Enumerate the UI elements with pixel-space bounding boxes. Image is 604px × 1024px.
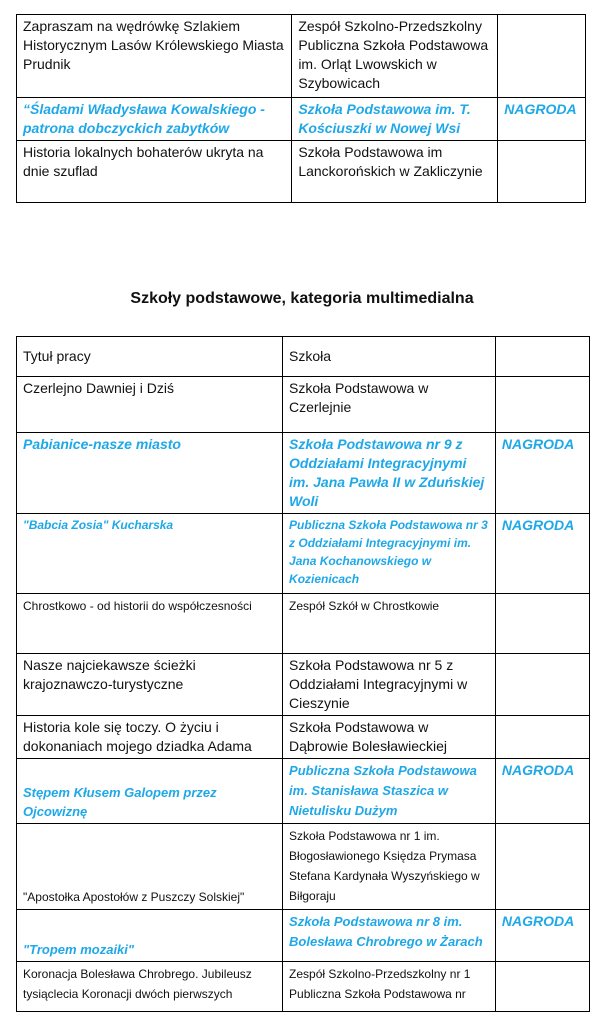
work-title: "Babcia Zosia" Kucharska	[17, 514, 283, 594]
award-cell	[495, 377, 589, 433]
award-badge: NAGRODA	[495, 910, 589, 962]
table-row	[17, 824, 590, 910]
work-title: "Tropem mozaiki"	[17, 910, 283, 962]
award-cell	[495, 824, 589, 910]
work-title: Zapraszam na wędrówkę Szlakiem Historycznym Lasów Królewskiego Miasta Prudnik	[17, 15, 292, 98]
school-name: Szkoła Podstawowa nr 5 z Oddziałami Integracyjnymi w Cieszynie	[283, 654, 496, 716]
school-name: Szkoła Podstawowa w Dąbrowie Bolesławieckiej	[283, 716, 496, 759]
award-cell	[495, 962, 589, 1012]
award-cell	[498, 141, 586, 203]
school-name: Szkoła Podstawowa nr 1 im. Błogosławionego Księdza Prymasa Stefana Kardynała Wyszyńskiego w Biłgoraju	[283, 824, 496, 910]
award-cell	[495, 594, 589, 654]
work-title: Stępem Kłusem Galopem przez Ojcowiznę	[17, 759, 283, 824]
work-title: Czerlejno Dawniej i Dziś	[17, 377, 283, 433]
table-row	[17, 377, 590, 433]
school-name: Szkoła Podstawowa im. T. Kościuszki w Nowej Wsi	[292, 98, 498, 141]
header-title: Tytuł pracy	[17, 337, 283, 377]
table-row	[17, 716, 590, 759]
table-row	[17, 15, 586, 98]
work-title: "Apostołka Apostołów z Puszczy Solskiej"	[17, 824, 283, 910]
results-table-1	[16, 14, 586, 203]
award-cell	[498, 15, 586, 98]
table-row	[17, 654, 590, 716]
work-title: Nasze najciekawsze ścieżki krajoznawczo-turystyczne	[17, 654, 283, 716]
section-heading: Szkoły podstawowe, kategoria multimedialna	[130, 290, 474, 307]
table-row	[17, 514, 590, 594]
table-row	[17, 433, 590, 514]
table-header-row	[17, 337, 590, 377]
work-title: Koronacja Bolesława Chrobrego. Jubileusz tysiąclecia Koronacji dwóch pierwszych	[17, 962, 283, 1012]
award-badge: NAGRODA	[498, 98, 586, 141]
table-row	[17, 910, 590, 962]
school-name: Szkoła Podstawowa im Lanckorońskich w Zakliczynie	[292, 141, 498, 203]
award-cell	[495, 716, 589, 759]
table-row	[17, 962, 590, 1012]
results-table-2	[16, 336, 590, 1012]
header-award	[495, 337, 589, 377]
table-row	[17, 759, 590, 824]
work-title: “Śladami Władysława Kowalskiego - patrona dobczyckich zabytków	[17, 98, 292, 141]
school-name: Zespół Szkolno-Przedszkolny nr 1 Publiczna Szkoła Podstawowa nr	[283, 962, 496, 1012]
school-name: Zespół Szkół w Chrostkowie	[283, 594, 496, 654]
school-name: Szkoła Podstawowa w Czerlejnie	[283, 377, 496, 433]
school-name: Zespół Szkolno-Przedszkolny Publiczna Szkoła Podstawowa im. Orląt Lwowskich w Szybowicach	[292, 15, 498, 98]
table-row	[17, 594, 590, 654]
work-title: Historia kole się toczy. O życiu i dokonaniach mojego dziadka Adama	[17, 716, 283, 759]
school-name: Publiczna Szkoła Podstawowa nr 3 z Oddziałami Integracyjnymi im. Jana Kochanowskiego w Kozienicach	[283, 514, 496, 594]
school-name: Publiczna Szkoła Podstawowa im. Stanisława Staszica w Nietulisku Dużym	[283, 759, 496, 824]
award-badge: NAGRODA	[495, 514, 589, 594]
award-badge: NAGRODA	[495, 759, 589, 824]
table-row	[17, 141, 586, 203]
header-school: Szkoła	[283, 337, 496, 377]
work-title: Historia lokalnych bohaterów ukryta na dnie szuflad	[17, 141, 292, 203]
award-cell	[495, 654, 589, 716]
school-name: Szkoła Podstawowa nr 8 im. Bolesława Chrobrego w Żarach	[283, 910, 496, 962]
table-row	[17, 98, 586, 141]
award-badge: NAGRODA	[495, 433, 589, 514]
work-title: Chrostkowo - od historii do współczesności	[17, 594, 283, 654]
work-title: Pabianice-nasze miasto	[17, 433, 283, 514]
school-name: Szkoła Podstawowa nr 9 z Oddziałami Integracyjnymi im. Jana Pawła II w Zduńskiej Woli	[283, 433, 496, 514]
